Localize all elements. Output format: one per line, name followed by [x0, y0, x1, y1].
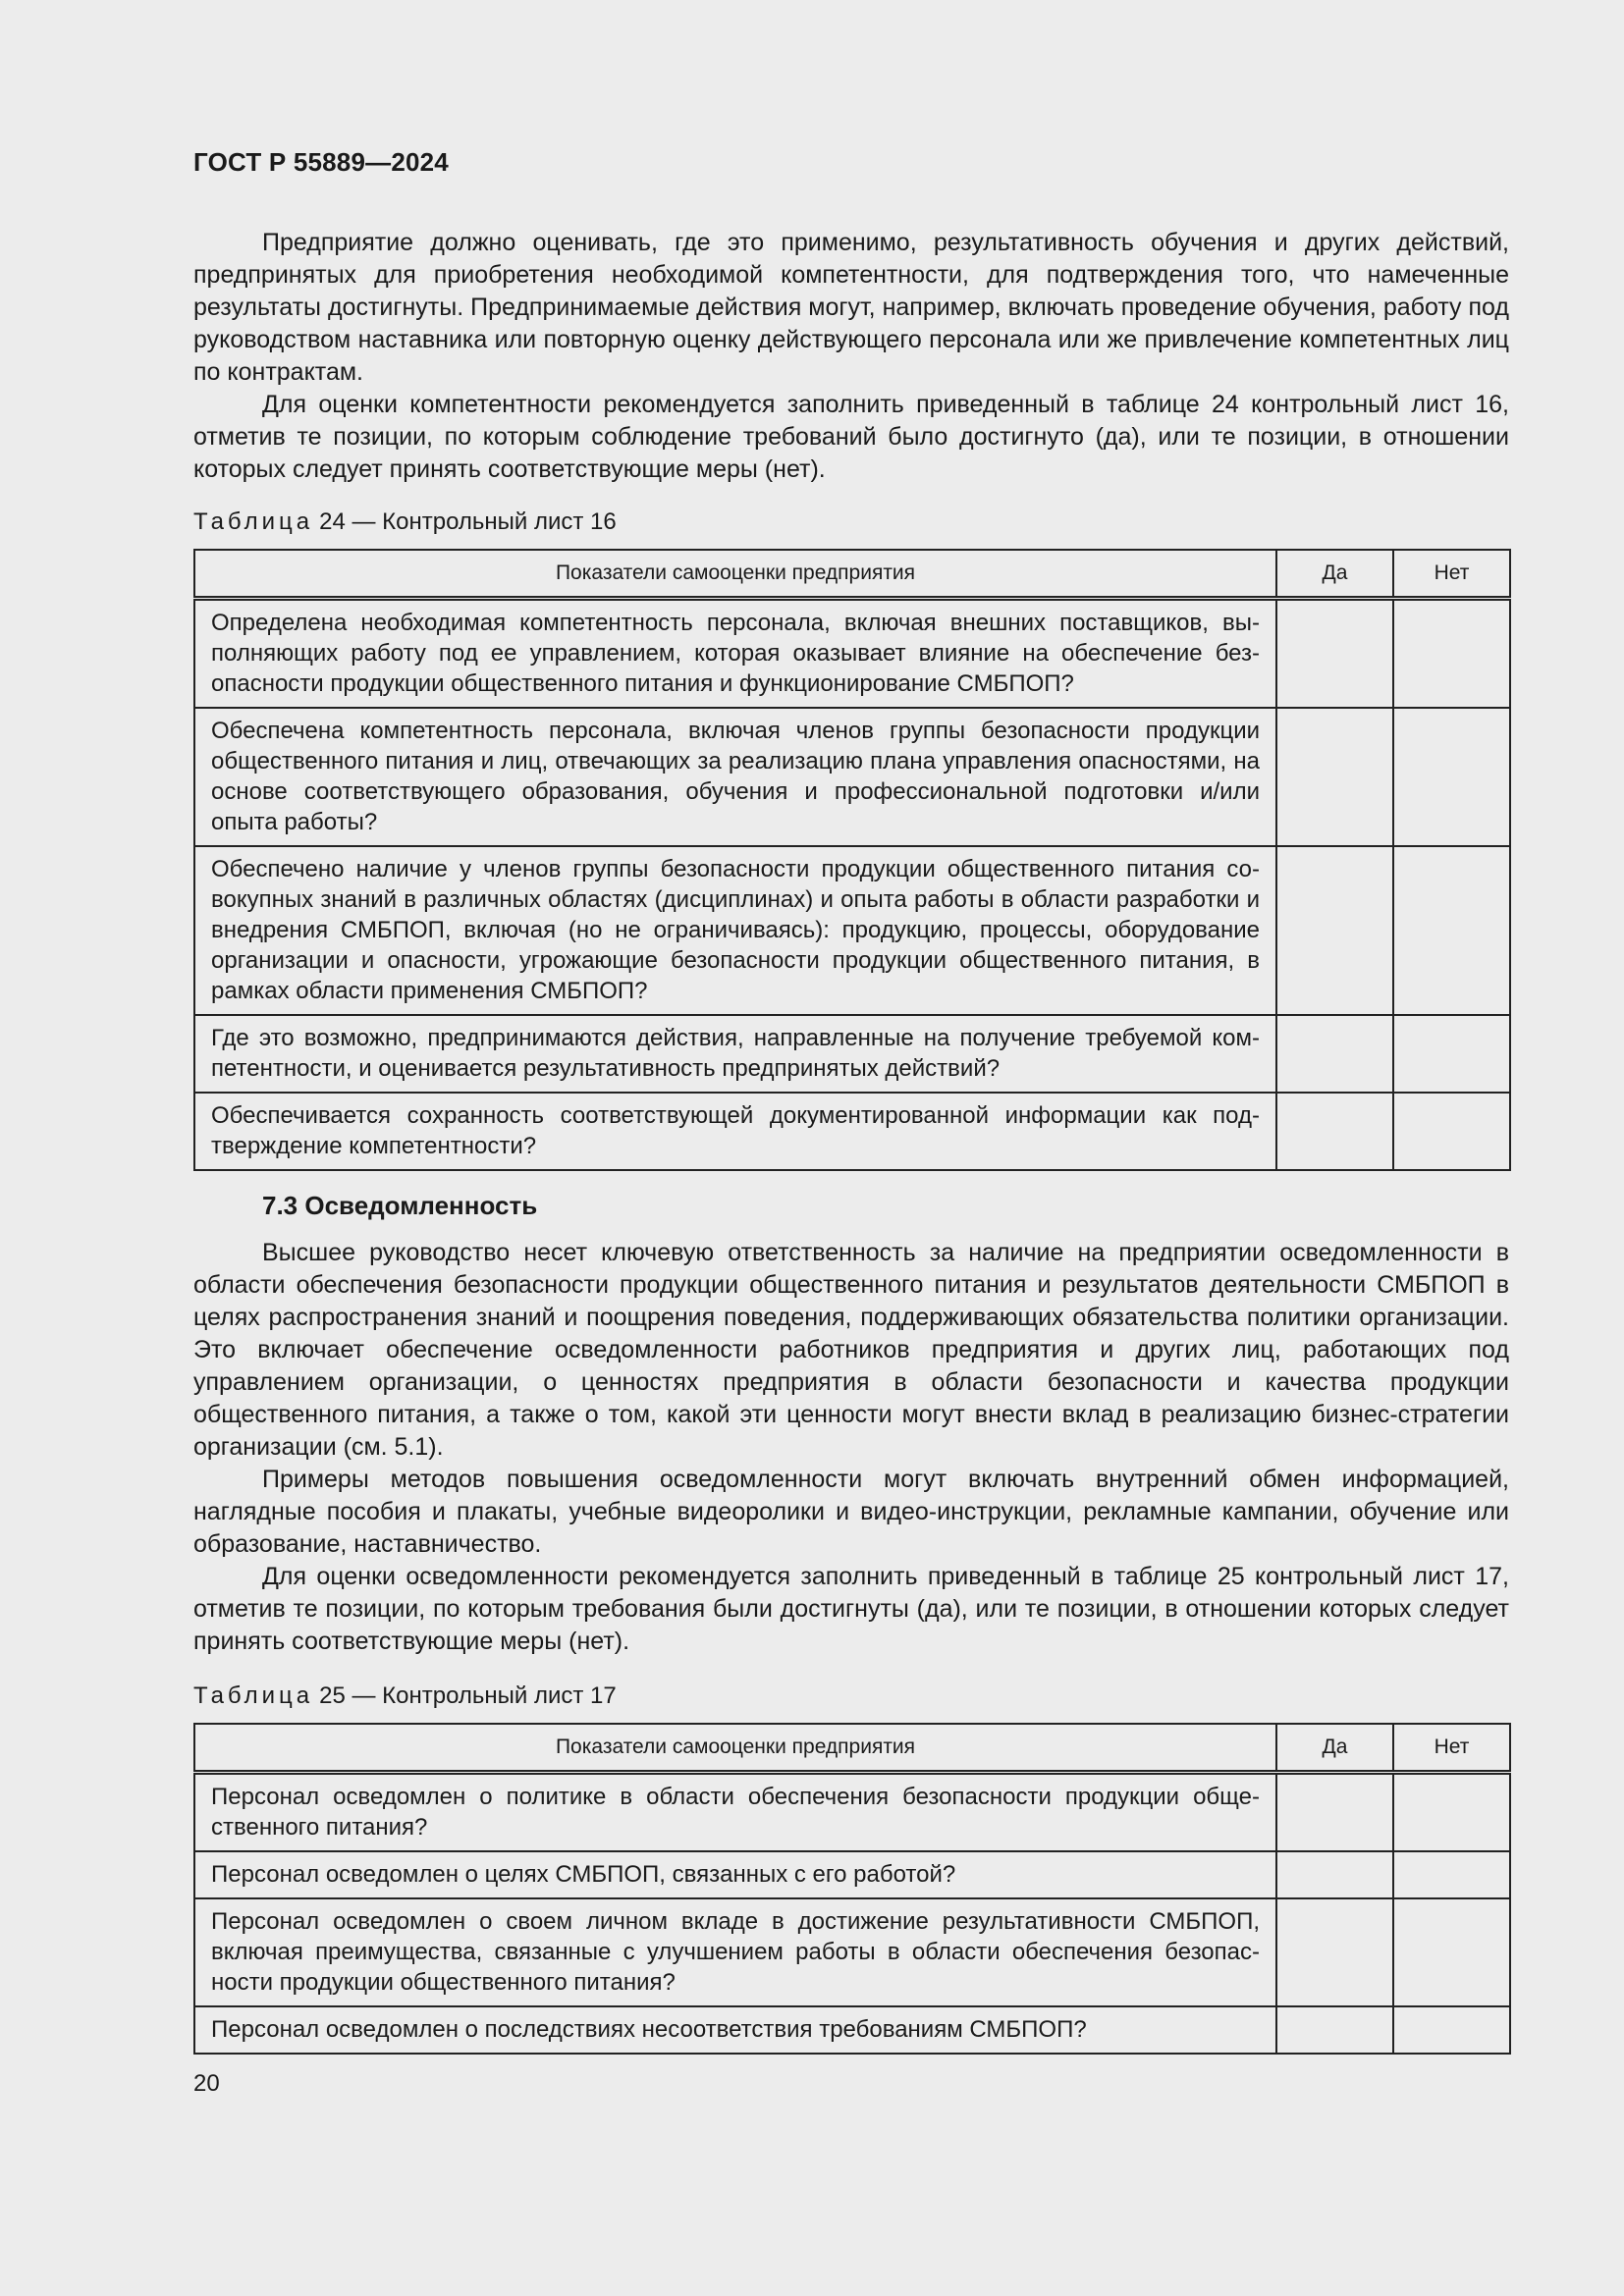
no-cell[interactable] [1393, 1898, 1510, 2006]
yes-cell[interactable] [1276, 599, 1393, 709]
indicator-cell: Определена необходимая компетентность персонала, включая внешних поставщиков, выполняющих работу под ее управлением, которая оказывает влияние на обеспечение безопасности продукции общественного питания и функционирование СМБПОП? [194, 599, 1276, 709]
no-cell[interactable] [1393, 1015, 1510, 1093]
paragraph: Для оценки осведомленности рекомендуется заполнить приведенный в таблице 25 контрольный лист 17, отметив те позиции, по которым требования были достигнуты (да), или те позиции, в отношении которых следует принять соответствующие меры (нет). [193, 1563, 1509, 1655]
table-row [194, 1093, 1510, 1170]
yes-cell[interactable] [1276, 846, 1393, 1015]
table-row [194, 1898, 1510, 2006]
column-header-no: Нет [1393, 550, 1510, 599]
paragraph: Для оценки компетентности рекомендуется заполнить приведенный в таблице 24 контрольный лист 16, отметив те позиции, по которым соблюдение требований было достигнуто (да), или те позиции, в отношении которых следует принять соответствующие меры (нет). [193, 391, 1509, 483]
column-header-indicator: Показатели самооценки предприятия [194, 550, 1276, 599]
checklist-table-16 [193, 549, 1511, 1171]
table-row [194, 846, 1510, 1015]
indicator-cell: Где это возможно, предпринимаются действия, направленные на получение требуемой компетентности, и оценивается результативность предпринятых действий? [194, 1015, 1276, 1093]
paragraph: Предприятие должно оценивать, где это применимо, результативность обучения и других действий, предпринятых для приобретения необходимой компетентности, для подтверждения того, что намеченные результаты достигнуты. Предпринимаемые действия могут, например, включать проведение обучения, работу под руководством наставника или повторную оценку действующего персонала или же привлечение компетентных лиц по контрактам. [193, 229, 1509, 386]
document-header: ГОСТ Р 55889—2024 [193, 147, 449, 177]
table-row [194, 2006, 1510, 2054]
table-row [194, 1015, 1510, 1093]
paragraph: Примеры методов повышения осведомленности могут включать внутренний обмен информацией, наглядные пособия и плакаты, учебные видеоролики и видео-инструкции, рекламные кампании, обучение или образование, наставничество. [193, 1466, 1509, 1558]
no-cell[interactable] [1393, 1773, 1510, 1852]
table-caption-label: Таблица [193, 1682, 314, 1709]
indicator-cell: Обеспечена компетентность персонала, включая членов группы безопасности продукции общественного питания и лиц, отвечающих за реализацию плана управления опасностями, на основе соответствующего образования, обучения и профессиональной подготовки и/или опыта работы? [194, 708, 1276, 846]
indicator-cell: Персонал осведомлен о целях СМБПОП, связанных с его работой? [194, 1851, 1276, 1898]
yes-cell[interactable] [1276, 2006, 1393, 2054]
table-header-row [194, 1724, 1510, 1773]
yes-cell[interactable] [1276, 1093, 1393, 1170]
table-row [194, 1851, 1510, 1898]
table-row [194, 708, 1510, 846]
yes-cell[interactable] [1276, 1015, 1393, 1093]
column-header-yes: Да [1276, 1724, 1393, 1773]
table-row [194, 1773, 1510, 1852]
no-cell[interactable] [1393, 599, 1510, 709]
section-heading: 7.3 Осведомленность [262, 1191, 538, 1220]
paragraph: Высшее руководство несет ключевую ответственность за наличие на предприятии осведомленности в области обеспечения безопасности продукции общественного питания и результатов деятельности СМБПОП в целях распространения знаний и поощрения поведения, поддерживающих обязательства политики организации. Это включает обеспечение осведомленности работников предприятия и других лиц, работающих под управлением организации, о ценностях предприятия в области безопасности и качества продукции общественного питания, а также о том, какой эти ценности могут внести вклад в реализацию бизнес-стратегии организации (см. 5.1). [193, 1239, 1509, 1461]
column-header-yes: Да [1276, 550, 1393, 599]
no-cell[interactable] [1393, 2006, 1510, 2054]
indicator-cell: Персонал осведомлен о последствиях несоответствия требованиям СМБПОП? [194, 2006, 1276, 2054]
indicator-cell: Обеспечено наличие у членов группы безопасности продукции общественного питания совокупных знаний в различных областях (дисциплинах) и опыта работы в области разработки и внедрения СМБПОП, включая (но не ограничиваясь): продукцию, процессы, оборудование организации и опасности, угрожающие безопасности продукции общественного питания, в рамках области применения СМБПОП? [194, 846, 1276, 1015]
table-caption [193, 1682, 1509, 1711]
indicator-cell: Персонал осведомлен о своем личном вкладе в достижение результативности СМБПОП, включая преимущества, связанные с улучшением работы в области обеспечения безопасности продукции общественного питания? [194, 1898, 1276, 2006]
table-caption-label: Таблица [193, 508, 314, 535]
no-cell[interactable] [1393, 708, 1510, 846]
indicator-cell: Персонал осведомлен о политике в области обеспечения безопасности продукции общественного питания? [194, 1773, 1276, 1852]
table-caption-title: 24 — Контрольный лист 16 [319, 508, 617, 535]
yes-cell[interactable] [1276, 1898, 1393, 2006]
no-cell[interactable] [1393, 1851, 1510, 1898]
yes-cell[interactable] [1276, 1773, 1393, 1852]
table-row [194, 599, 1510, 709]
page-number: 20 [193, 2070, 220, 2097]
table-caption [193, 507, 1509, 537]
yes-cell[interactable] [1276, 708, 1393, 846]
column-header-no: Нет [1393, 1724, 1510, 1773]
no-cell[interactable] [1393, 846, 1510, 1015]
indicator-cell: Обеспечивается сохранность соответствующей документированной информации как подтверждение компетентности? [194, 1093, 1276, 1170]
yes-cell[interactable] [1276, 1851, 1393, 1898]
no-cell[interactable] [1393, 1093, 1510, 1170]
document-page [193, 147, 1509, 2098]
checklist-table-17 [193, 1723, 1511, 2055]
column-header-indicator: Показатели самооценки предприятия [194, 1724, 1276, 1773]
table-header-row [194, 550, 1510, 599]
table-caption-title: 25 — Контрольный лист 17 [319, 1682, 617, 1709]
